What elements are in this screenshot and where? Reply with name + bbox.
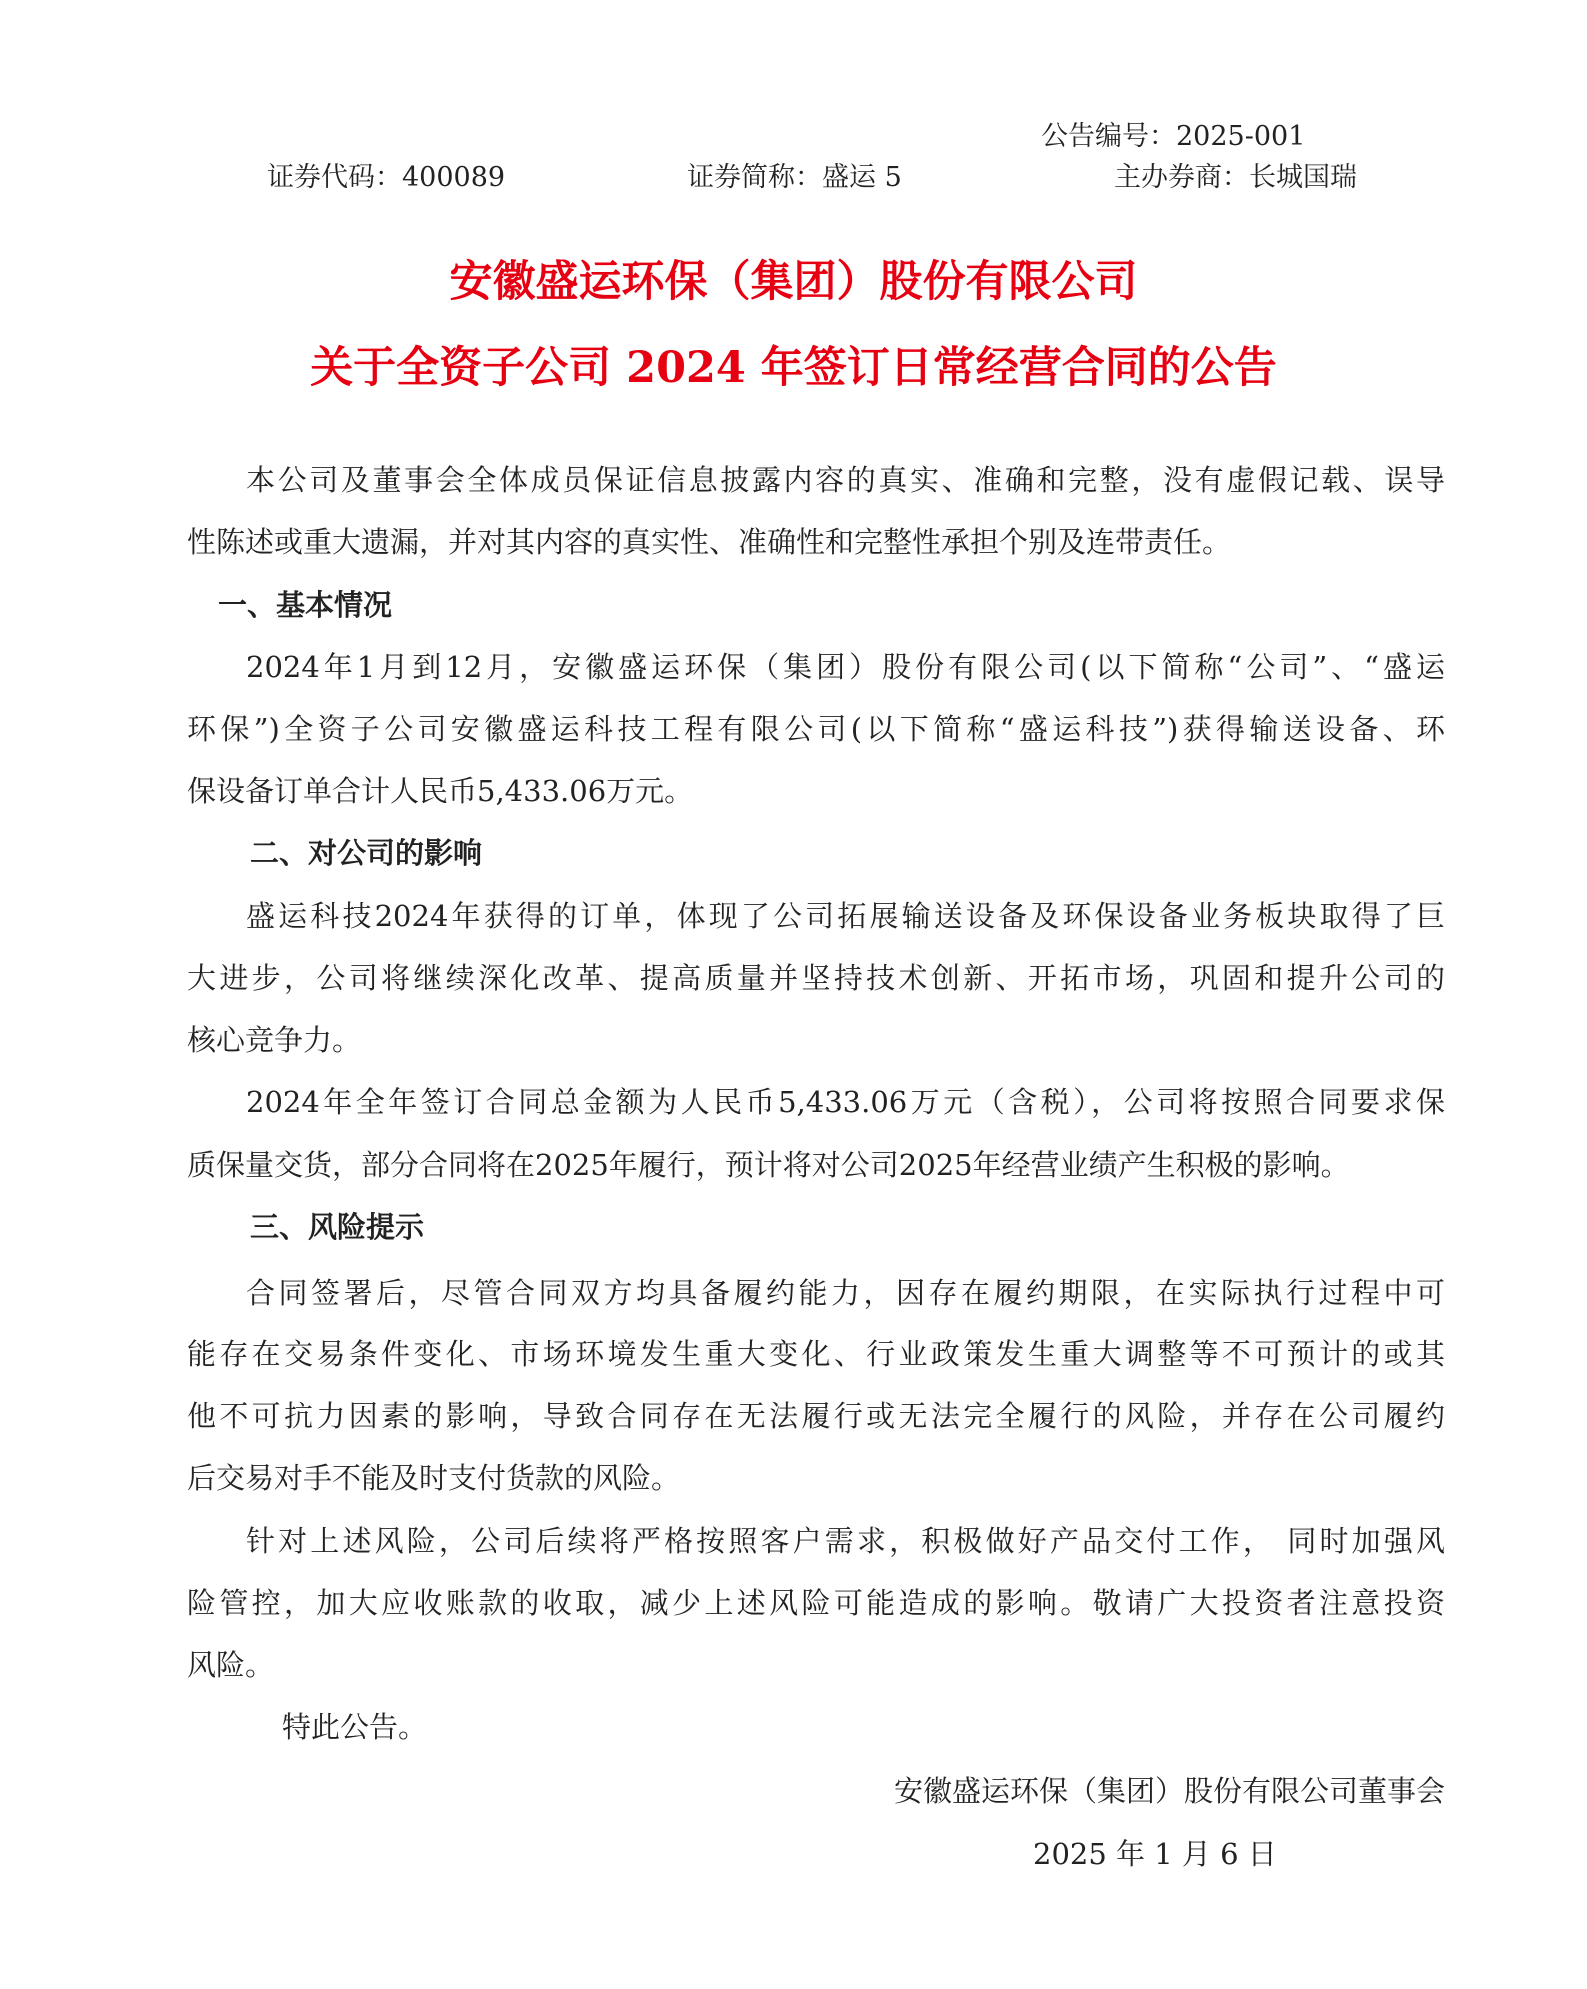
paragraph-line: 能存在交易条件变化、市场环境发生重大变化、行业政策发生重大调整等不可预计的或其 xyxy=(187,1337,1445,1371)
stock-name: 证券简称：盛运 5 xyxy=(687,162,902,193)
broker: 主办券商：长城国瑞 xyxy=(1114,162,1357,193)
paragraph-line: 质保量交货，部分合同将在2025年履行，预计将对公司2025年经营业绩产生积极的影响。 xyxy=(187,1148,1350,1182)
section-heading: 二、对公司的影响 xyxy=(250,836,483,870)
paragraph-line: 后交易对手不能及时支付货款的风险。 xyxy=(187,1461,681,1495)
signature-board: 安徽盛运环保（集团）股份有限公司董事会 xyxy=(893,1774,1445,1808)
paragraph-line: 盛运科技2024年获得的订单，体现了公司拓展输送设备及环保设备业务板块取得了巨 xyxy=(246,899,1445,933)
stock-code: 证券代码：400089 xyxy=(267,162,506,193)
paragraph-line: 合同签署后，尽管合同双方均具备履约能力，因存在履约期限，在实际执行过程中可 xyxy=(246,1276,1445,1310)
paragraph-line: 大进步，公司将继续深化改革、提高质量并坚持技术创新、开拓市场，巩固和提升公司的 xyxy=(187,961,1445,995)
closing-text: 特此公告。 xyxy=(282,1710,428,1744)
paragraph-line: 本公司及董事会全体成员保证信息披露内容的真实、准确和完整，没有虚假记载、误导 xyxy=(246,463,1445,497)
paragraph-line: 2024年全年签订合同总金额为人民币5,433.06万元（含税），公司将按照合同要求保 xyxy=(246,1085,1445,1119)
paragraph-line: 2024年1月到12月，安徽盛运环保（集团）股份有限公司(以下简称“公司”、“盛运 xyxy=(246,650,1445,684)
paragraph-line: 环保”)全资子公司安徽盛运科技工程有限公司(以下简称“盛运科技”)获得输送设备、环 xyxy=(187,712,1445,746)
section-heading: 一、基本情况 xyxy=(218,588,393,622)
paragraph-line: 保设备订单合计人民币5,433.06万元。 xyxy=(187,774,694,808)
signature-date: 2025 年 1 月 6 日 xyxy=(1033,1837,1277,1871)
paragraph-line: 他不可抗力因素的影响，导致合同存在无法履行或无法完全履行的风险，并存在公司履约 xyxy=(187,1399,1445,1433)
paragraph-line: 核心竞争力。 xyxy=(187,1023,362,1057)
title-company: 安徽盛运环保（集团）股份有限公司 xyxy=(449,257,1138,307)
paragraph-line: 险管控，加大应收账款的收取，减少上述风险可能造成的影响。敬请广大投资者注意投资 xyxy=(187,1586,1445,1620)
title-announcement: 关于全资子公司 2024 年签订日常经营合同的公告 xyxy=(310,343,1277,393)
section-heading: 三、风险提示 xyxy=(250,1210,425,1244)
paragraph-line: 性陈述或重大遗漏，并对其内容的真实性、准确性和完整性承担个别及连带责任。 xyxy=(187,525,1232,559)
paragraph-line: 针对上述风险，公司后续将严格按照客户需求，积极做好产品交付工作， 同时加强风 xyxy=(246,1524,1445,1558)
notice-number: 公告编号：2025-001 xyxy=(1041,121,1306,152)
paragraph-line: 风险。 xyxy=(187,1648,275,1682)
